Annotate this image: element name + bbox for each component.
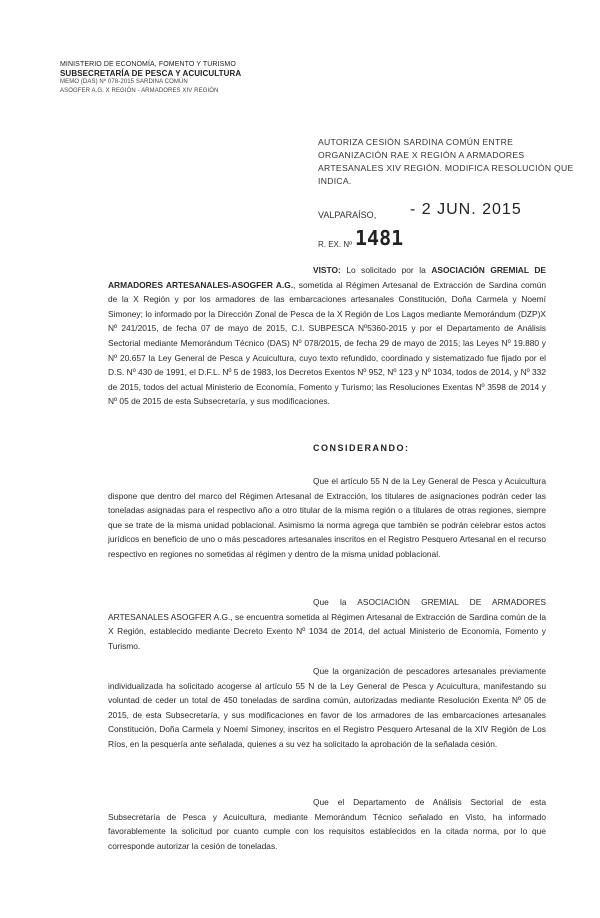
considerando-paragraph-3: Que la organización de pescadores artesanales previamente individualizada ha solicitado acogerse al artículo 55 N de la Ley General de Pesca y Acuicultura, manifestando su voluntad de ceder un total de 450 toneladas de sardina común, autorizadas mediante Resolución Exenta Nº 05 de 2015, de esta Subsecretaría, y sus modificaciones en favor de los armadores de las embarcaciones artesanales Constitución, Doña Carmela y Noemí Simoney, inscritos en el Registro Pesquero Artesanal de la XIV Región de Los Ríos, en la pesquería ante señalada, quienes a su vez ha solicitado la aprobación de la señalada cesión.: [108, 666, 546, 749]
resolution-number-label: R. EX. Nº: [318, 240, 353, 249]
reference-line-2: ASOGFER A.G. X REGIÓN - ARMADORES XIV REGIÓN: [60, 88, 219, 94]
considerando-paragraph-1: Que el artículo 55 N de la Ley General de Pesca y Acuicultura dispone que dentro del marco del Régimen Artesanal de Extracción, los titulares de asignaciones podrán ceder las toneladas asignadas para el respectivo año a otro titular de la misma región o a titulares de otras regiones, siempre que se trate de la misma unidad poblacional. Asimismo la norma agrega que también se podrán celebrar estos actos jurídicos en beneficio de uno o más pescadores artesanales inscritos en el Registro Pesquero Artesanal en el recurso respectivo en regiones no sometidas al régimen y dentro de la misma unidad poblacional.: [108, 476, 546, 559]
ministry-name: MINISTERIO DE ECONOMÍA, FOMENTO Y TURISMO: [60, 61, 236, 68]
visto-text-a: Lo solicitado por la: [340, 265, 432, 275]
considerando-paragraph-2: Que la ASOCIACIÓN GREMIAL DE ARMADORES ARTESANALES ASOGFER A.G., se encuentra sometida al Régimen Artesanal de Extracción de Sardina común de la X Región, establecido mediante Decreto Exento Nº 1034 de 2014, del actual Ministerio de Economía, Fomento y Turismo.: [108, 597, 546, 651]
undersecretary-name: SUBSECRETARÍA DE PESCA Y ACUICULTURA: [60, 69, 242, 78]
resolution-number: 1481: [355, 226, 404, 250]
considerando-heading: CONSIDERANDO:: [313, 443, 410, 453]
visto-text-b: , sometida al Régimen Artesanal de Extracción de Sardina común de la X Región y por los armadores de las embarcaciones artesanales Constitución, Doña Carmela y Noemí Simoney; lo informado por la Dirección Zonal de Pesca de la X Región de Los Lagos mediante Memorándum (DZP)X Nº 241/2015, de fecha 07 de mayo de 2015, C.I. SUBPESCA Nº5360-2015 y por el Departamento de Análisis Sectorial mediante Memorándum Técnico (DAS) Nº 078/2015, de fecha 29 de mayo de 2015; las Leyes Nº 19.880 y Nº 20.657 la Ley General de Pesca y Acuicultura, cuyo texto refundido, coordinado y sistematizado fue fijado por el D.S. Nº 430 de 1991, el D.F.L. Nº 5 de 1983, los Decretos Exentos Nº 952, Nº 123 y Nº 1034, todos de 2014, y Nº 332 de 2015, todos del actual Ministerio de Economía, Fomento y Turismo; las Resoluciones Exentas Nº 3598 de 2014 y Nº 05 de 2015 de esta Subsecretaría, y sus modificaciones.: [108, 279, 547, 407]
visto-label: VISTO:: [313, 265, 341, 275]
date-stamp: - 2 JUN. 2015: [410, 201, 522, 218]
visto-paragraph: [108, 263, 546, 409]
visto-org: ASOCIACIÓN GREMIAL DE ARMADORES ARTESANALES-ASOGFER A.G.: [108, 265, 546, 290]
considerando-paragraph-4: Que el Departamento de Análisis Sectorial de esta Subsecretaría de Pesca y Acuicultura, mediante Memorándum Técnico señalado en Visto, ha informado favorablemente la solicitud por cuanto cumple con los requisitos establecidos en la citada norma, por lo que corresponde autorizar la cesión de toneladas.: [108, 797, 546, 851]
place-label: VALPARAÍSO,: [318, 210, 377, 220]
resolution-title: AUTORIZA CESIÓN SARDINA COMÚN ENTRE ORGANIZACIÓN RAE X REGIÓN A ARMADORES ARTESANALES XIV REGIÓN. MODIFICA RESOLUCIÓN QUE INDICA.: [318, 137, 574, 186]
letterhead: [60, 60, 260, 96]
reference-line-1: MEMO (DAS) Nº 078-2015 SARDINA COMÚN: [60, 79, 188, 85]
